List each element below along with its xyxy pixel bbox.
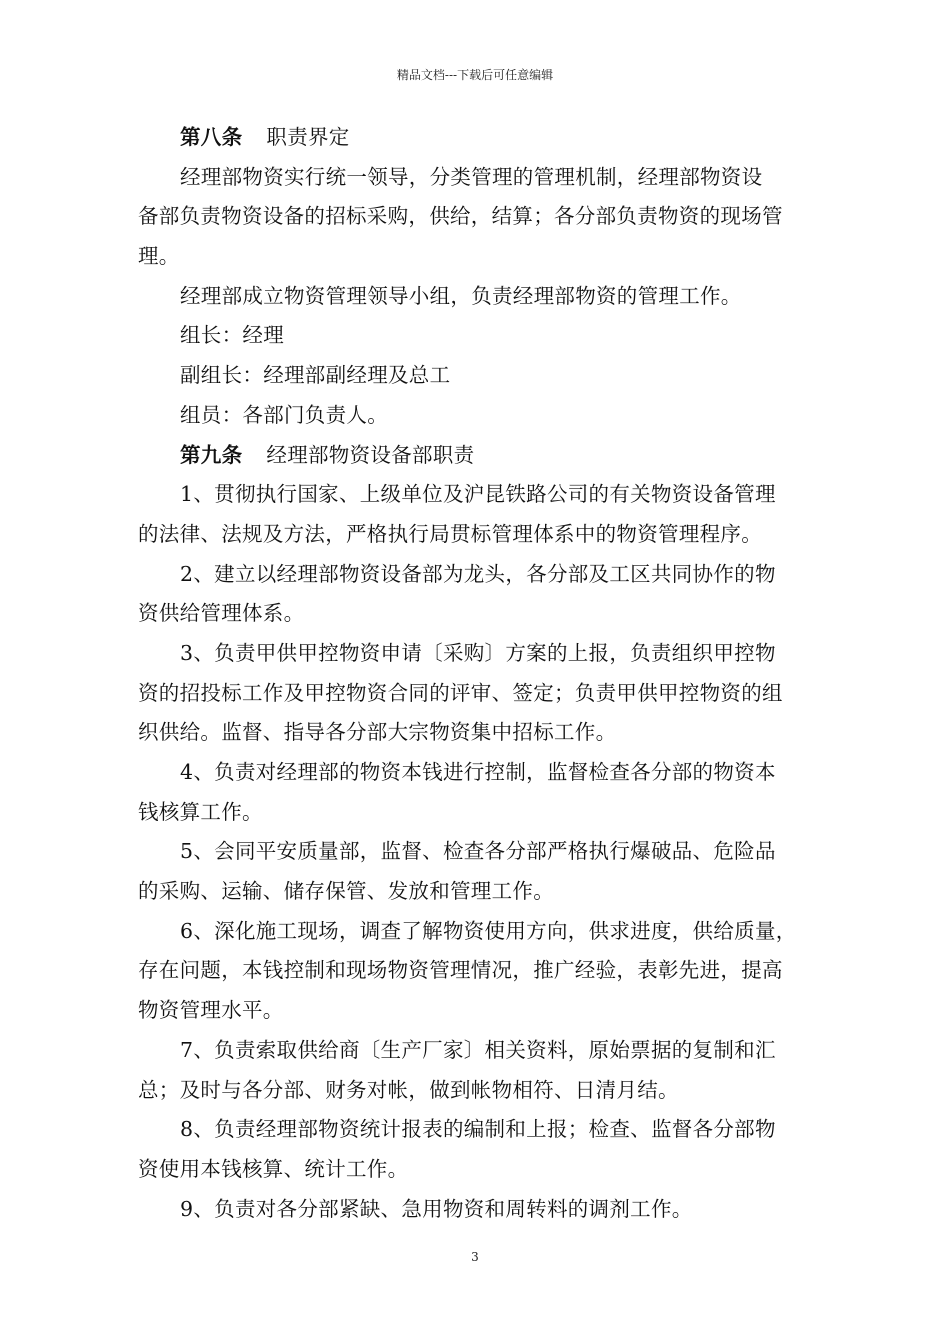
text-line: 7、负责索取供给商〔生产厂家〕相关资料，原始票据的复制和汇: [180, 1037, 776, 1062]
article-8-number: 第八条: [180, 125, 243, 149]
text-line: 1、贯彻执行国家、上级单位及沪昆铁路公司的有关物资设备管理: [180, 482, 776, 507]
article-8-title: 职责界定: [266, 125, 350, 149]
duty-item-5: [138, 832, 838, 911]
text-line: 5、会同平安质量部，监督、检查各分部严格执行爆破品、危险品: [180, 839, 776, 864]
text-line: 织供给。监督、指导各分部大宗物资集中招标工作。: [138, 720, 617, 745]
text-line: 8、负责经理部物资统计报表的编制和上报；检查、监督各分部物: [180, 1117, 776, 1142]
text-line: 资供给管理体系。: [138, 601, 305, 626]
text-line: 的法律、法规及方法，严格执行局贯标管理体系中的物资管理程序。: [138, 521, 762, 546]
text-line: 2、建立以经理部物资设备部为龙头，各分部及工区共同协作的物: [180, 561, 776, 586]
article-9-number: 第九条: [180, 442, 243, 467]
text-line: 3、负责甲供甲控物资申请〔采购〕方案的上报，负责组织甲控物: [180, 640, 776, 665]
page-header: 精品文档---下载后可任意编辑: [396, 68, 554, 82]
article-8-heading: [138, 118, 838, 158]
duty-item-3: [138, 634, 838, 753]
article-9-title: 经理部物资设备部职责: [266, 442, 475, 467]
text-line: 存在问题，本钱控制和现场物资管理情况，推广经验，表彰先进，提高: [138, 958, 783, 983]
text-line: 总；及时与各分部、财务对帐，做到帐物相符、日清月结。: [138, 1077, 679, 1102]
group-members: 组员：各部门负责人。: [180, 402, 388, 427]
text-line: 物资管理水平。: [138, 998, 284, 1023]
duty-item-8: [138, 1110, 838, 1189]
article-8-paragraph-2: 经理部成立物资管理领导小组，负责经理部物资的管理工作。: [180, 283, 742, 308]
text-line: 6、深化施工现场，调查了解物资使用方向，供求进度，供给质量，: [180, 918, 797, 943]
text-line: 理。: [138, 244, 180, 269]
article-9-heading: [138, 436, 838, 476]
text-line: 备部负责物资设备的招标采购，供给，结算；各分部负责物资的现场管: [138, 204, 783, 229]
text-line: 9、负责对各分部紧缺、急用物资和周转料的调剂工作。: [180, 1196, 693, 1221]
text-line: 钱核算工作。: [138, 799, 263, 824]
duty-item-1: [138, 475, 838, 554]
text-line: 经理部物资实行统一领导，分类管理的管理机制，经理部物资设: [180, 164, 763, 189]
text-line: 的采购、运输、储存保管、发放和管理工作。: [138, 879, 554, 904]
duty-item-9: [138, 1190, 838, 1230]
text-line: 4、负责对经理部的物资本钱进行控制，监督检查各分部的物资本: [180, 760, 776, 784]
duty-item-7: [138, 1031, 838, 1110]
page-number: 3: [471, 1250, 479, 1264]
text-line: 资使用本钱核算、统计工作。: [138, 1156, 409, 1181]
group-leader: 组长：经理: [180, 323, 284, 348]
duty-item-4: [138, 753, 838, 832]
article-8-paragraph-1: [138, 158, 838, 277]
duty-item-2: [138, 555, 838, 634]
text-line: 资的招投标工作及甲控物资合同的评审、签定；负责甲供甲控物资的组: [138, 680, 783, 705]
group-deputy: 副组长：经理部副经理及总工: [180, 363, 451, 388]
document-body: [138, 118, 838, 1229]
duty-item-6: [138, 912, 838, 1031]
